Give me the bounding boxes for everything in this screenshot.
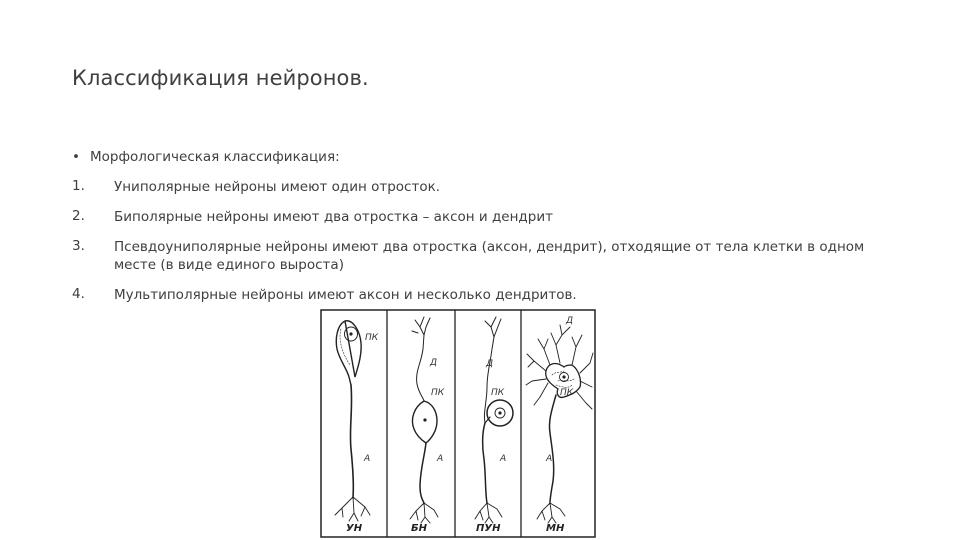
caption-pun: ПУН [476,523,501,534]
label-d: Д [430,358,438,368]
neuron-types-figure [320,309,596,538]
pseudounipolar-neuron [475,317,513,523]
list-item-number: 1. [72,178,85,194]
label-pk: ПК [365,333,379,343]
list-item-text: Биполярные нейроны имеют два отростка – аксон и дендрит [114,209,553,225]
label-a: А [500,454,507,464]
caption-un: УН [346,523,363,534]
label-d: Д [566,316,574,326]
caption-bn: БН [411,523,427,534]
label-pk: ПК [560,388,574,398]
unipolar-neuron [335,321,370,521]
label-pk: ПК [431,388,445,398]
figure-frame [321,310,595,537]
multipolar-neuron [526,325,593,523]
list-item-number: 3. [72,238,85,254]
slide-title: Классификация нейронов. [72,66,369,90]
list-item-text: Мультиполярные нейроны имеют аксон и несколько дендритов. [114,287,577,303]
list-item-number: 2. [72,208,85,224]
label-a: А [546,454,553,464]
label-pk: ПК [491,388,505,398]
list-item-text: Псевдоуниполярные нейроны имеют два отростка (аксон, дендрит), отходящие от тела клетки в одном месте (в виде единого выроста) [114,239,865,273]
list-item-text: Униполярные нейроны имеют один отросток. [114,179,441,195]
bullet-heading [72,149,340,165]
label-a: А [437,454,444,464]
label-a: А [364,454,371,464]
bullet-dot: • [72,149,80,165]
neuron-illustration [320,309,596,538]
caption-mn: МН [546,523,565,534]
label-d: Д [486,359,494,369]
bullet-text: Морфологическая классификация: [90,149,340,165]
list-item-number: 4. [72,286,85,302]
